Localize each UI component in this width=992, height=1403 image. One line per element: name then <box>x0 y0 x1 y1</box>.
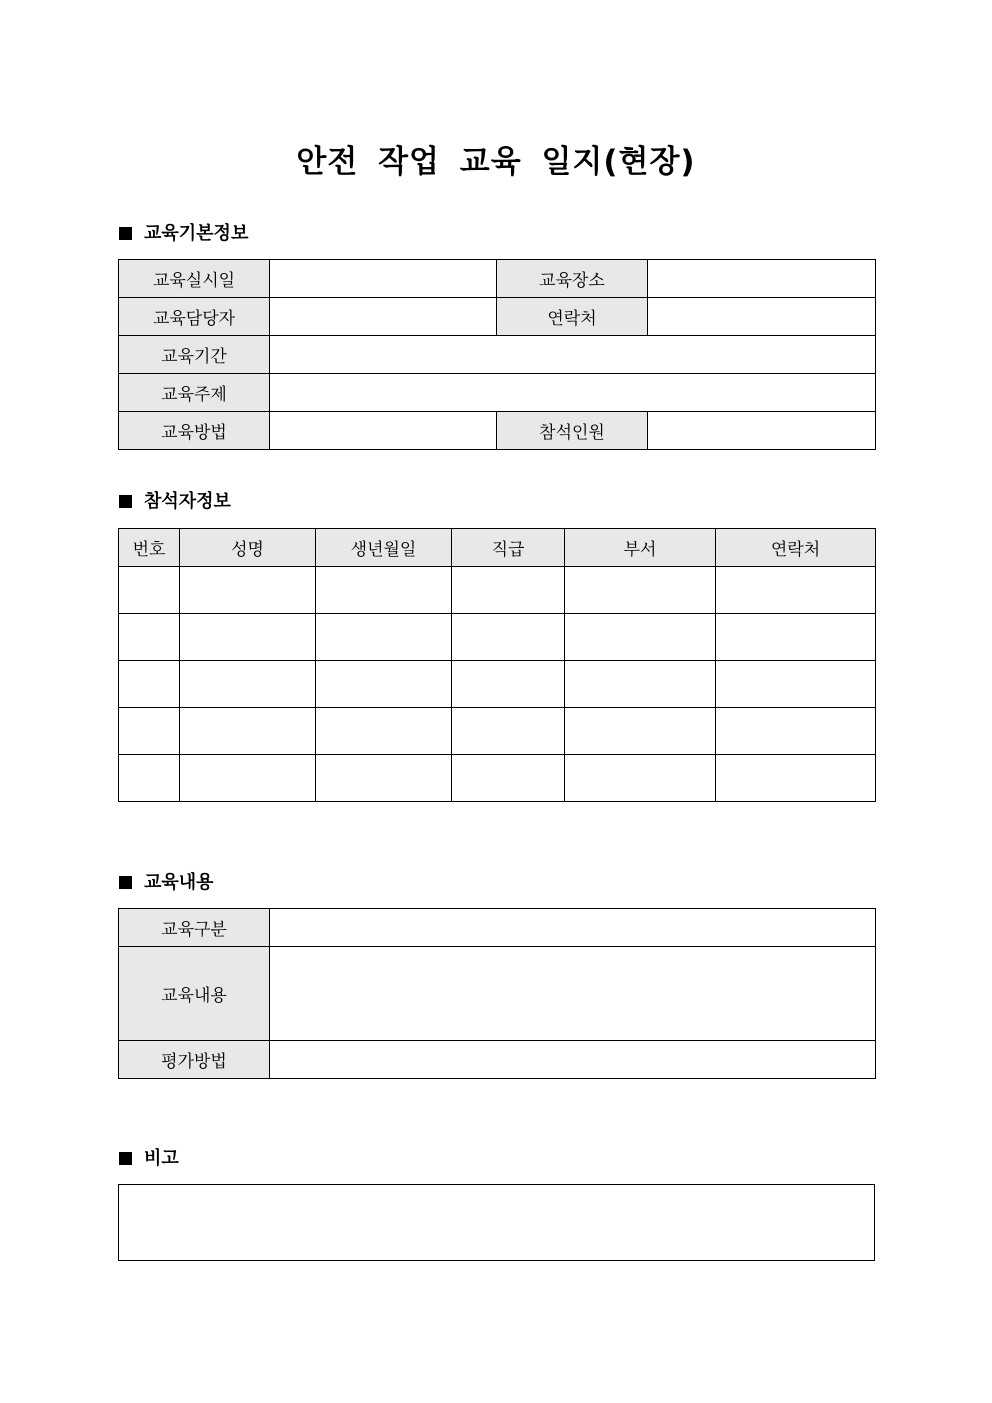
table-row <box>119 909 876 947</box>
remarks-table <box>118 1184 875 1261</box>
table-cell[interactable] <box>565 614 716 661</box>
square-bullet-icon <box>119 1152 132 1165</box>
table-cell[interactable] <box>452 567 565 614</box>
page-title: 안전 작업 교육 일지(현장) <box>296 144 696 180</box>
table-cell[interactable] <box>180 708 316 755</box>
table-row <box>119 412 876 450</box>
table-row <box>119 614 876 661</box>
col-header-department: 부서 <box>565 529 716 567</box>
method-field[interactable] <box>270 412 497 450</box>
content-field[interactable] <box>270 947 876 1041</box>
period-field[interactable] <box>270 336 876 374</box>
content-table <box>118 908 876 1079</box>
contact-field[interactable] <box>648 298 876 336</box>
section-remarks-heading <box>119 1147 179 1171</box>
evaluation-field[interactable] <box>270 1041 876 1079</box>
contact-label: 연락처 <box>497 298 648 336</box>
square-bullet-icon <box>119 227 132 240</box>
table-cell[interactable] <box>316 661 452 708</box>
category-field[interactable] <box>270 909 876 947</box>
table-row <box>119 298 876 336</box>
col-header-birthdate: 생년월일 <box>316 529 452 567</box>
section-basic-info-heading <box>119 222 248 246</box>
table-cell[interactable] <box>180 614 316 661</box>
location-field[interactable] <box>648 260 876 298</box>
table-row <box>119 260 876 298</box>
table-cell[interactable] <box>565 755 716 802</box>
table-cell[interactable] <box>452 661 565 708</box>
table-cell[interactable] <box>180 755 316 802</box>
method-label: 교육방법 <box>119 412 270 450</box>
table-cell[interactable] <box>565 567 716 614</box>
table-header-row <box>119 529 876 567</box>
table-cell[interactable] <box>180 661 316 708</box>
table-row <box>119 661 876 708</box>
table-cell[interactable] <box>316 614 452 661</box>
evaluation-label: 평가방법 <box>119 1041 270 1079</box>
attendees-label: 참석인원 <box>497 412 648 450</box>
table-cell[interactable] <box>452 708 565 755</box>
remarks-field[interactable] <box>119 1185 875 1261</box>
table-cell[interactable] <box>119 755 180 802</box>
participants-table <box>118 528 876 802</box>
table-cell[interactable] <box>716 614 876 661</box>
section-content-label: 교육내용 <box>144 872 214 893</box>
table-cell[interactable] <box>316 755 452 802</box>
section-content-heading <box>119 871 214 895</box>
table-cell[interactable] <box>565 661 716 708</box>
date-field[interactable] <box>270 260 497 298</box>
table-cell[interactable] <box>119 661 180 708</box>
col-header-number: 번호 <box>119 529 180 567</box>
section-participants-heading <box>119 490 231 514</box>
table-cell[interactable] <box>119 614 180 661</box>
category-label: 교육구분 <box>119 909 270 947</box>
table-cell[interactable] <box>716 708 876 755</box>
table-row <box>119 336 876 374</box>
section-participants-label: 참석자정보 <box>144 491 231 512</box>
col-header-position: 직급 <box>452 529 565 567</box>
table-cell[interactable] <box>716 567 876 614</box>
table-cell[interactable] <box>119 708 180 755</box>
col-header-name: 성명 <box>180 529 316 567</box>
table-cell[interactable] <box>180 567 316 614</box>
table-row <box>119 1041 876 1079</box>
table-cell[interactable] <box>316 567 452 614</box>
period-label: 교육기간 <box>119 336 270 374</box>
table-cell[interactable] <box>119 567 180 614</box>
section-remarks-label: 비고 <box>144 1148 179 1169</box>
basic-info-table <box>118 259 876 450</box>
table-cell[interactable] <box>452 614 565 661</box>
square-bullet-icon <box>119 495 132 508</box>
col-header-contact: 연락처 <box>716 529 876 567</box>
table-cell[interactable] <box>565 708 716 755</box>
table-row <box>119 567 876 614</box>
square-bullet-icon <box>119 876 132 889</box>
table-cell[interactable] <box>716 661 876 708</box>
content-label: 교육내용 <box>119 947 270 1041</box>
table-row <box>119 708 876 755</box>
table-cell[interactable] <box>716 755 876 802</box>
table-row <box>119 755 876 802</box>
instructor-label: 교육담당자 <box>119 298 270 336</box>
topic-label: 교육주제 <box>119 374 270 412</box>
attendees-field[interactable] <box>648 412 876 450</box>
table-cell[interactable] <box>316 708 452 755</box>
section-basic-info-label: 교육기본정보 <box>144 223 249 244</box>
table-row <box>119 947 876 1041</box>
topic-field[interactable] <box>270 374 876 412</box>
table-row <box>119 1185 875 1261</box>
location-label: 교육장소 <box>497 260 648 298</box>
table-row <box>119 374 876 412</box>
date-label: 교육실시일 <box>119 260 270 298</box>
table-cell[interactable] <box>452 755 565 802</box>
instructor-field[interactable] <box>270 298 497 336</box>
